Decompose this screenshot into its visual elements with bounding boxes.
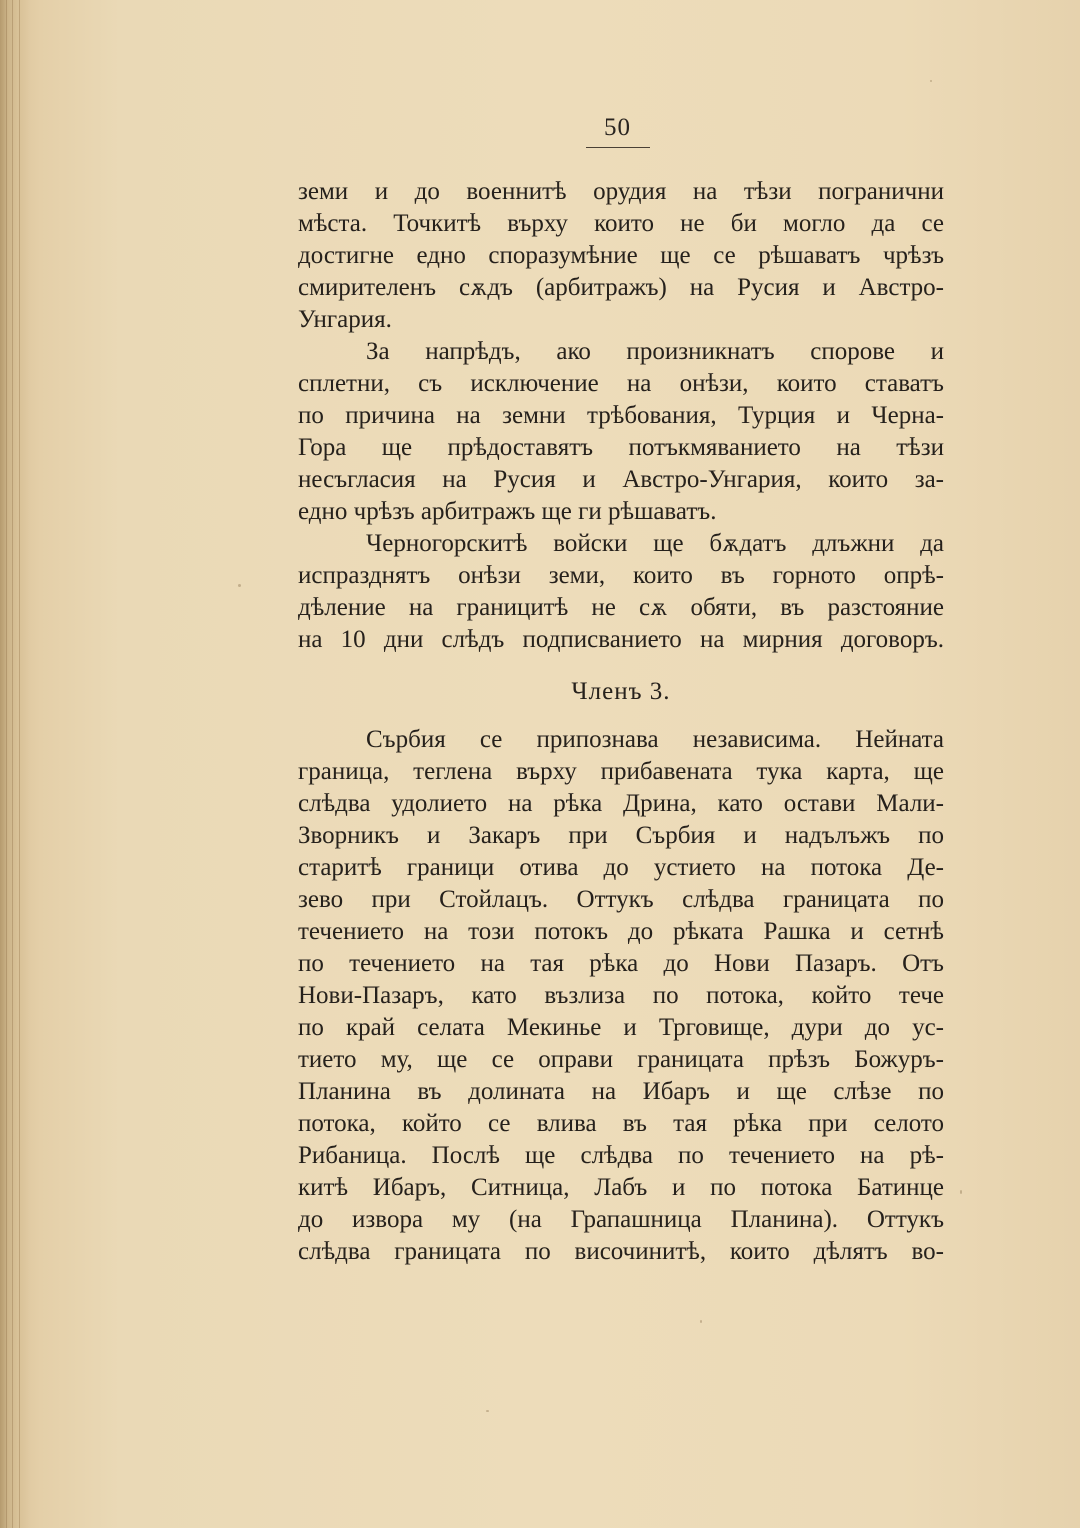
text-line: старитѣ граници отива до устието на потока Де-: [298, 854, 944, 881]
text-line: достигне едно споразумѣние ще се рѣшаватъ чрѣзъ: [298, 242, 944, 269]
paragraph-1: [298, 176, 944, 336]
text-line: едно чрѣзъ арбитражъ ще ги рѣшаватъ.: [298, 498, 717, 525]
text-line: дѣление на границитѣ не сѫ обяти, въ разстояние: [298, 594, 944, 621]
text-line: по причина на земни трѣбования, Турция и Черна-: [298, 402, 944, 429]
body-text: [298, 176, 944, 1268]
text-line: Гора ще прѣдоставятъ потъкмяванието на тѣзи: [298, 434, 944, 461]
text-line: Унгария.: [298, 306, 392, 333]
text-line: тието му, ще се оправи границата прѣзъ Божуръ-: [298, 1046, 944, 1073]
article-heading: Членъ 3.: [571, 678, 671, 705]
paper-speck: [238, 584, 241, 587]
text-line: Сърбия се припознава независима. Нейната: [366, 726, 944, 753]
text-line: испразднятъ онѣзи земи, които въ горното опрѣ-: [298, 562, 944, 589]
text-line: течението на този потокъ до рѣката Рашка и сетнѣ: [298, 918, 944, 945]
text-line: на 10 дни слѣдъ подписванието на мирния договоръ.: [298, 626, 944, 653]
text-line: Зворникъ и Закаръ при Сърбия и надълъжъ по: [298, 822, 944, 849]
paragraph-2: [298, 336, 944, 528]
text-line: по край селата Мекинье и Трговище, дури до ус-: [298, 1014, 944, 1041]
text-line: потока, който се влива въ тая рѣка при селото: [298, 1110, 944, 1137]
page-number: 50: [604, 114, 631, 141]
text-line: смирителенъ сѫдъ (арбитражъ) на Русия и Австро-: [298, 274, 944, 301]
page-edge-shadow: [0, 0, 30, 1528]
text-line: Рибаница. Послѣ ще слѣдва по течението на рѣ-: [298, 1142, 944, 1169]
text-line: Черногорскитѣ войски ще бѫдатъ длъжни да: [366, 530, 944, 557]
page-edge-line: [19, 0, 20, 1528]
text-line: слѣдва границата по височинитѣ, които дѣлятъ во-: [298, 1238, 944, 1265]
text-line: За напрѣдъ, ако произникнатъ спорове и: [366, 338, 944, 365]
text-line: граница, теглена върху прибавената тука карта, ще: [298, 758, 944, 785]
paper-speck: [930, 80, 932, 82]
paper-speck: [700, 1320, 702, 1323]
text-line: зево при Стойлацъ. Оттукъ слѣдва границата по: [298, 886, 944, 913]
text-line: слѣдва удолието на рѣка Дрина, като остави Мали-: [298, 790, 944, 817]
text-line: мѣста. Точкитѣ върху които не би могло да се: [298, 210, 944, 237]
text-line: сплетни, съ исключение на онѣзи, които ставатъ: [298, 370, 944, 397]
text-line: земи и до военнитѣ орудия на тѣзи погранични: [298, 178, 944, 205]
text-line: до извора му (на Грапашница Планина). Оттукъ: [298, 1206, 944, 1233]
text-line: Планина въ долината на Ибаръ и ще слѣзе по: [298, 1078, 944, 1105]
text-line: по течението на тая рѣка до Нови Пазаръ. Отъ: [298, 950, 944, 977]
text-line: Нови-Пазаръ, като възлиза по потока, който тече: [298, 982, 944, 1009]
paragraph-4: [298, 724, 944, 1268]
paper-speck: [960, 1190, 962, 1194]
page-number-rule: [586, 147, 650, 148]
page-edge-line: [6, 0, 7, 1528]
paragraph-3: [298, 528, 944, 656]
paper-speck: [486, 1410, 489, 1412]
text-line: несъгласия на Русия и Австро-Унгария, които за-: [298, 466, 944, 493]
text-line: китѣ Ибаръ, Ситница, Лабъ и по потока Батинце: [298, 1174, 944, 1201]
page-edge-line: [12, 0, 13, 1528]
